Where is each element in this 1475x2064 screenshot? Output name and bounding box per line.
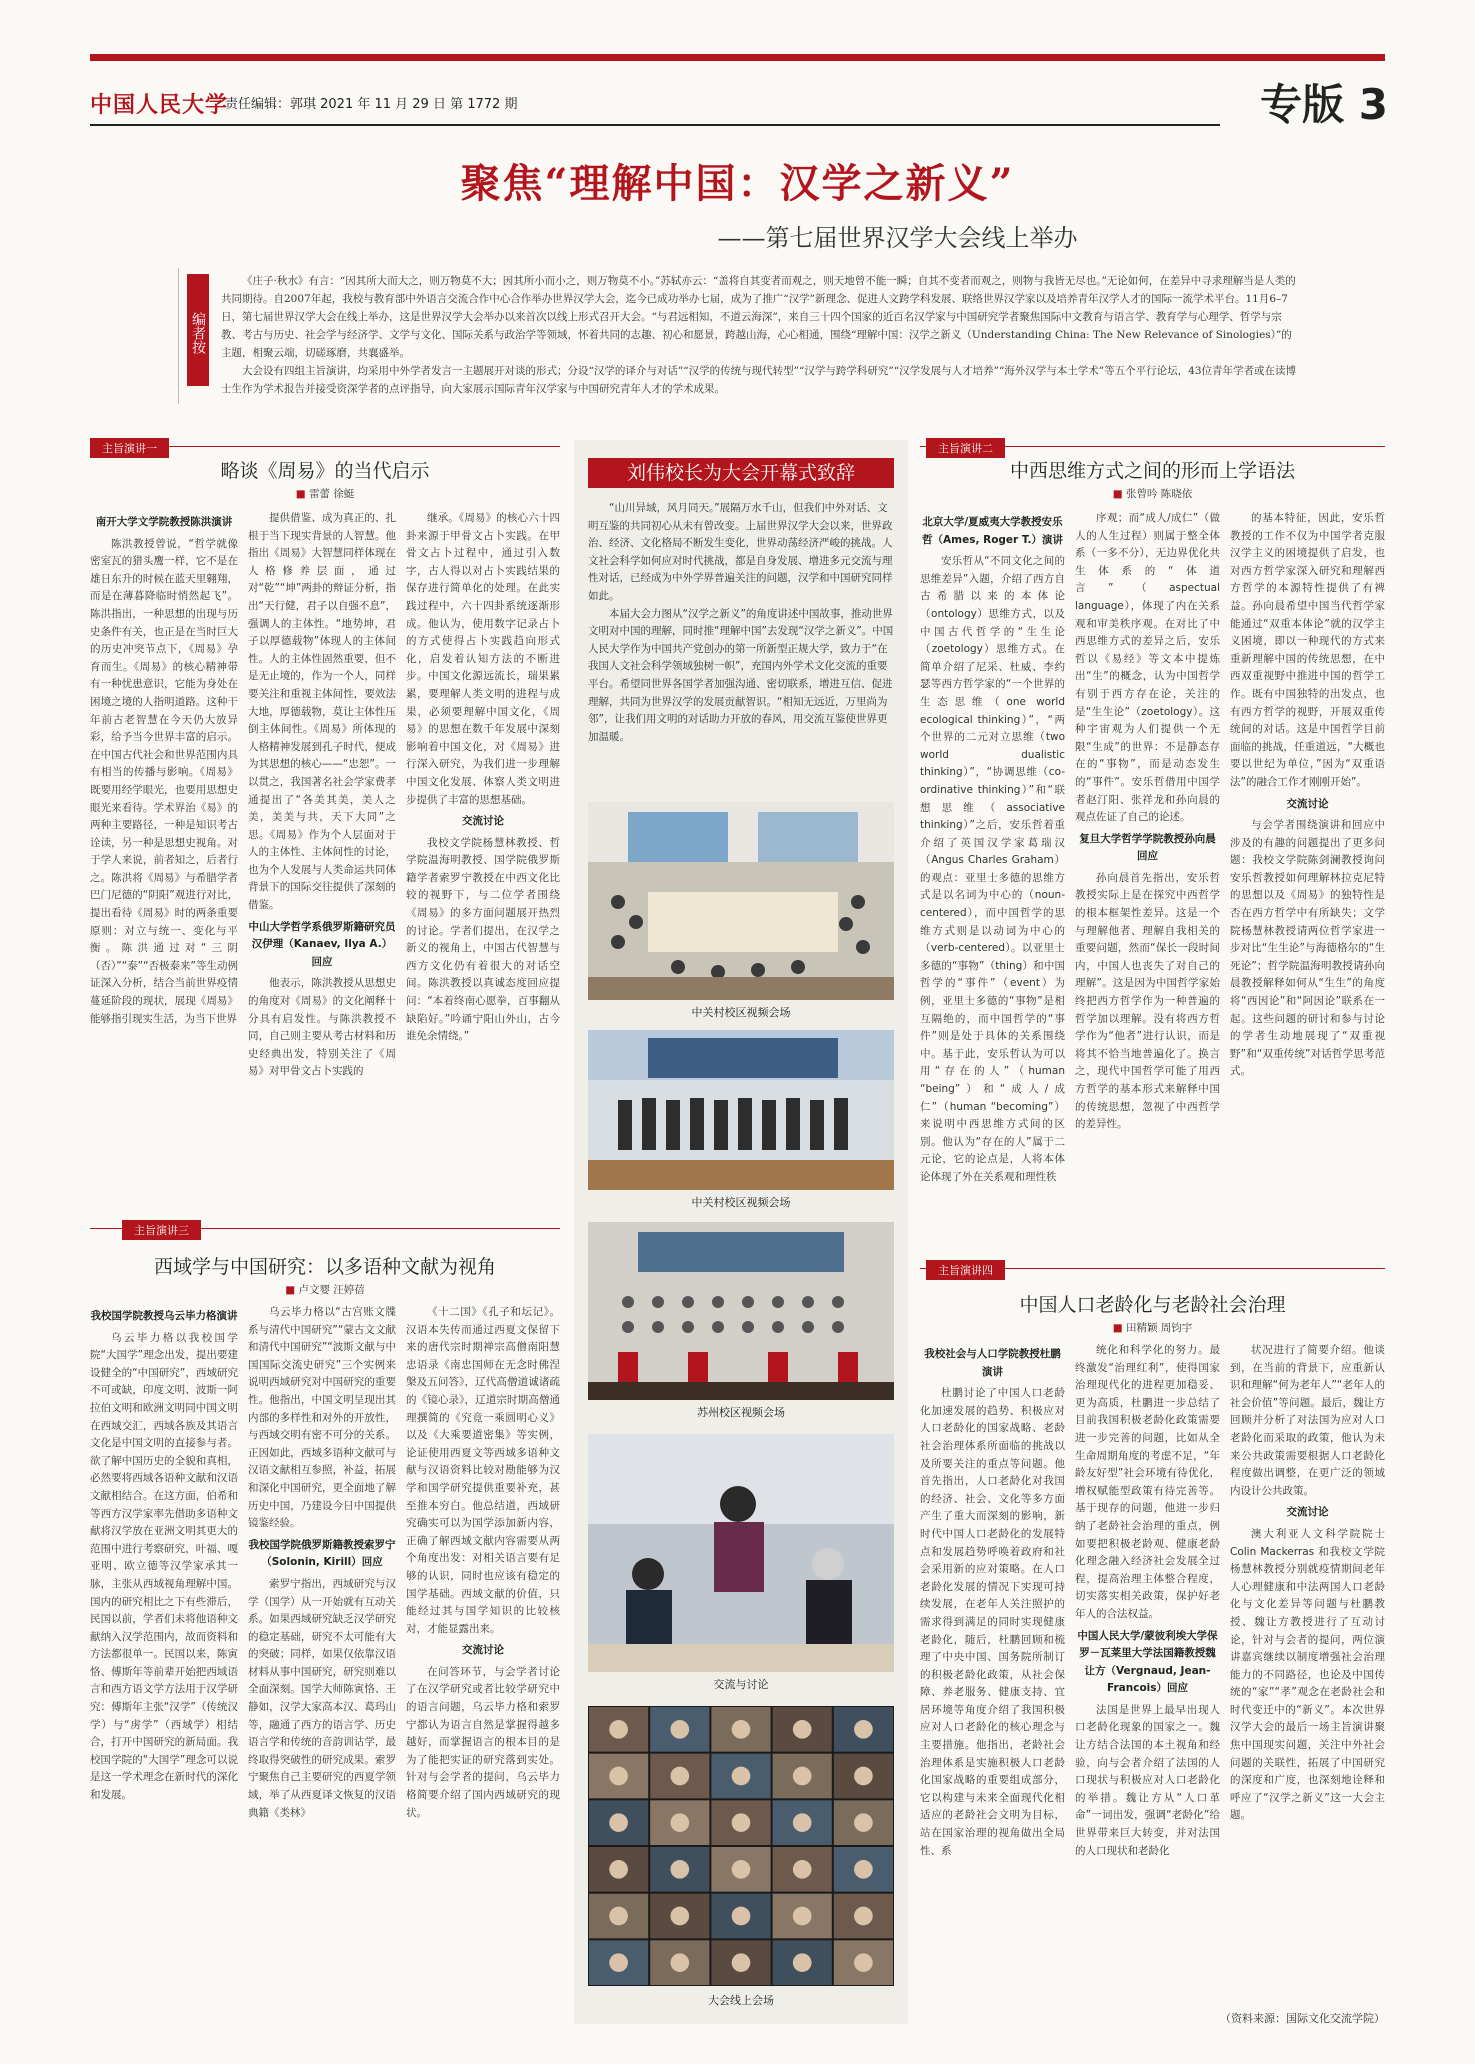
discussion-head: 交流讨论: [462, 815, 504, 828]
page-subhead: ——第七届世界汉学大会线上举办: [717, 224, 1078, 252]
body-text: 与会学者围绕演讲和回应中涉及的有趣的问题提出了更多问题：我校文学院陈剑澜教授询问安乐哲教授如何理解林拉克尼特的思想以及《周易》的独特性是否在西方哲学中有所缺失；文学院杨慧林教授请两位哲学家进一步对比“生生论”与海德格尔的“生死论”；哲学院温海明教授请孙向晨教授解释如何从“生生”的角度将“西因论”和“阿因论”联系在一起。这些问题的研讨和参与讨论的学者生动地展现了“双重视野”和“双重传统”对话哲学思考范式。: [1230, 819, 1385, 1078]
speaker-line: 我校国学院俄罗斯籍教授索罗宁（Solonin, Kirill）回应: [248, 1538, 396, 1569]
body-text: 他表示，陈洪教授从思想史的角度对《周易》的文化阐释十分具有启发性。与陈洪教授不同，自己则主要从考古材料和历史经典出发，特别关注了《周易》对甲骨文占卜实践的: [248, 977, 396, 1078]
discussion-head: 交流讨论: [1286, 1506, 1329, 1519]
editor-note-paragraph: 大会设有四组主旨演讲，均采用中外学者发言一主题展开对谈的形式；分设“汉学的译介与对话”“汉学的传统与现代转型”“汉学与跨学科研究”“汉学发展与人才培养”“海外汉学与本土学术”等五个平行论坛，43位青年学者或在读博士生作为学术报告并接受资深学者的点评指导，向大家展示国际青年汉学家与中国研究青年人才的学术成果。: [221, 365, 1297, 395]
participant-face: [793, 1720, 812, 1739]
participant-face: [670, 1720, 689, 1739]
participant-face: [609, 1953, 628, 1972]
top-red-bar: [90, 54, 1385, 61]
opening-paragraph: 本届大会力图从“汉学之新义”的角度讲述中国故事，推动世界文明对中国的理解，同时推“理解中国”去发现“汉学之新义”。中国人民大学作为中国共产党创办的第一所新型正规大学，致力于“在我国人文社会科学领域独树一帜”，充国内外学术文化交流的重要平台。希望同世界各国学者加强沟通、密切联系，增进互信、促进理解，共同为世界汉学的发展贡献智识。“相知无远近，万里尚为邻”，让我们用文明的对话助力开放的春风，用交流互鉴使世界更加温暖。: [588, 607, 894, 743]
discussion-head: 交流讨论: [1286, 797, 1329, 810]
speaker-line: 我校国学院教授乌云毕力格演讲: [90, 1310, 238, 1322]
body-text: 《十二国》《孔子和坛记》。汉语本失传而通过西夏文保留下来的唐代宗时期禅宗高僧南阳慧忠语录《南忠国师在无念时佛涅槃及五问答》，辽代高僧道诚诸疏的《镜心录》，辽道宗时期高僧通理撰简的《究竟一乘圆明心义》以及《大乘要道密集》等实例，论证使用西夏文等西域多语种文献与汉语资料比较对勘能够为汉学和国学研究提供重要补充，甚至推本穷白。他总结道，西域研究确实可以为国学添加新内容，正确了解西域文献内容需要从两个角度出发：对相关语言要有足够的认识，同时也应该有稳定的国学基础。西域文献的价值，只能经过其与国学知识的比较核对，才能显露出来。: [406, 1306, 560, 1635]
photo-zhongguancun-venue-2: [588, 1030, 894, 1190]
body-text: 统化和科学化的努力。最终激发“治理红利”，使得国家治理现代化的进程更加稳妥、更为高质，杜鹏进一步总结了目前我国积极老龄化政策需要进一步完善的问题，比如从全生命周期角度的考虑不足，“年龄友好型”社会环境有待优化，增权赋能型政策有待完善等。基于现存的问题，他进一步归纳了老龄社会治理的重点，例如要把积极老龄观、健康老龄化理念融入经济社会发展全过程，提高治理主体整合程度，切实落实相关政策，保护好老年人的合法权益。: [1075, 1344, 1220, 1620]
body-text: 乌云毕力格以我校国学院“大国学”理念出发，提出要建设健全的“中国研究”，西域研究不可或缺，印度文明、波斯一阿拉伯文明和欧洲文明同中国文明在西域交汇，西域各族及其语言文化是中国文明的直接参与者。欲了解中国历史的全貌和真相，必然要将西域各语种文献和汉语文献相结合。在这方面，伯希和等西方汉学家率先借助多语种文献将汉学放在亚洲文明其更大的范围中进行考察研究，叶福、嘎亚明、欧立德等汉学家承其一脉，主张从西域视角理解中国。国内的研究相比之下有些滞后，民国以前，学者们未将他语种文献纳入汉学范围内，故而资料和方法都很单一。民国以来，陈寅恪、傅斯年等前辈开始把西域语言和西方语文学方法用于汉学研究：傅斯年主张“汉学”（传统汉学）与“虏学”（西域学）相结合，打开中国研究的新局面。我校国学院的“大国学”理念可以说是这一学术理念在新时代的深化和发展。: [90, 1331, 238, 1802]
speech4-title: 中国人口老龄化与老龄社会治理: [1019, 1294, 1286, 1316]
participant-face: [609, 1860, 628, 1879]
author-names: 雷蕾 徐蜓: [308, 488, 355, 500]
speech2-tag: 主旨演讲二: [926, 438, 1005, 458]
participant-face: [854, 1720, 873, 1739]
speech3-title: 西域学与中国研究：以多语种文献为视角: [153, 1256, 496, 1278]
opening-speech-box: [574, 440, 908, 2024]
speech3-col3: [406, 1304, 560, 2030]
body-text: 继承。《周易》的核心六十四卦来源于甲骨文占卜实践。在甲骨文占卜过程中，通过引入数字，古人得以对占卜实践结果的保存进行简单化的处理。在此实践过程中，六十四卦系统逐渐形成。他认为，使用数字记录占卜的方式使得占卜实践趋向形式化，启发着认知方法的不断进步。中国文化源远流长，瑞果累累，要理解人类文明的进程与成果，必须要理解中国文化，《周易》的思想在数千年发展中深刻影响着中国文化，对《周易》进行深入研究，为我们进一步理解中国文化发展、体察人类文明进步提供了丰富的思想基础。: [406, 512, 560, 806]
speaker-line: 北京大学/夏威夷大学教授安乐哲（Ames, Roger T.）演讲: [922, 516, 1063, 546]
participant-face: [670, 1953, 689, 1972]
speech3-col2: [248, 1304, 396, 2030]
editor-note: [178, 268, 1299, 404]
source-note: （资料来源：国际文化交流学院）: [1220, 2012, 1385, 2025]
participant-face: [793, 1860, 812, 1879]
participant-face: [854, 1813, 873, 1832]
speaker-line: 南开大学文学院教授陈洪演讲: [95, 516, 233, 528]
speech1-tag: 主旨演讲一: [90, 438, 169, 458]
speech4-col1: [920, 1342, 1065, 2022]
photo-online-venue: [588, 1706, 894, 1986]
participant-face: [793, 1907, 812, 1926]
speech1-authors: [90, 486, 560, 501]
photo-caption: 大会线上会场: [708, 1994, 774, 2007]
participant-face: [670, 1767, 689, 1786]
participant-face: [609, 1813, 628, 1832]
participant-face: [609, 1720, 628, 1739]
body-text: 序观；而“成人/成仁”（做人的人生过程）则属于整全体系（一多不分），无边界优化共生体系的“体道言”（aspectual language），体现了内在关系观和审美秩序观。在对比了中西思维方式的差异之后，安乐哲以《易经》等文本中提炼出“生”的概念，认为中国哲学有别于西方存在论，关注的是“生生论”（zoetology）。这种宇宙观为人们提供一个无限“生成”的世界：不是静态存在的“事物”，而是动态发生的“事件”。安乐哲借用中国学者赵汀阳、张祥龙和孙向晨的观点佐证了自己的论述。: [1075, 512, 1220, 824]
participant-face: [732, 1767, 751, 1786]
body-text: 提供借鉴、成为真正的、扎根于当下现实背景的人智慧。他指出《周易》大智慧同样体现在人格修养层面，通过对“乾”“坤”两卦的辩证分析，指出“天行健，君子以自强不息”，强调人的主体性。“地势坤，君子以厚德载物”体现人的主体间性。人的主体性固然重要，但不是无止境的，作为一个人，同样要关注和重视主体间性，要效法大地，厚德载物，莫让主体性压倒主体间性。《周易》所体现的人格精神发展到孔子时代，便成为其思想的核心——“忠恕”。一以贯之，我国著名社会学家费孝通提出了“各美其美，美人之美，美美与共，天下大同”之思。《周易》作为个人层面对于人的主体性、主体间性的讨论，也为个人发展与人类命运共同体背景下的国际交往提供了深刻的借鉴。: [248, 512, 396, 912]
speech1-col1: [90, 510, 238, 1200]
participant-face: [670, 1860, 689, 1879]
participant-face: [854, 1953, 873, 1972]
participant-face: [793, 1813, 812, 1832]
photo-caption: 中关村校区视频会场: [691, 1196, 791, 1209]
participant-face: [793, 1953, 812, 1972]
author-mark: ■: [1112, 488, 1123, 500]
participant-face: [732, 1907, 751, 1926]
speech4-authors: [920, 1320, 1385, 1335]
photo-caption: 中关村校区视频会场: [691, 1006, 791, 1019]
speech4-col3: [1230, 1342, 1385, 2002]
speech2-col2: [1075, 510, 1220, 1240]
participant-face: [732, 1953, 751, 1972]
participant-face: [670, 1907, 689, 1926]
participant-face: [732, 1720, 751, 1739]
opening-speech-text: [588, 500, 894, 746]
photo-caption: 交流与讨论: [713, 1678, 769, 1691]
speech2-title: 中西思维方式之间的形而上学语法: [1009, 460, 1295, 482]
participant-face: [732, 1813, 751, 1832]
speech3-authors: [90, 1282, 560, 1297]
masthead: [90, 80, 1388, 129]
speech3-col1: [90, 1304, 238, 2030]
body-text: 我校文学院杨慧林教授、哲学院温海明教授、国学院俄罗斯籍学者索罗宁教授在中西文化比较的视野下，与二位学者围绕《周易》的多方面问题展开热烈的讨论。学者们提出，在汉学之新义的视角上，中国古代智慧与西方文化仍有着很大的对话空间。陈洪教授以真诚态度回应提问：“本着终南心愿拳，百事翻从缺陷好。”吟诵宁阳山外山，古今谁免余情绕。”: [406, 836, 560, 1043]
speaker-line: 中国人民大学/蒙彼利埃大学保罗－瓦莱里大学法国籍教授魏让方（Vergnaud, Jean-Francois）回应: [1077, 1629, 1218, 1695]
body-text: 陈洪教授曾说，“哲学就像密室瓦的猎头鹰一样，它不是在雄日东升的时候在蓝天里翱翔，而是在薄暮降临时悄然起飞”。陈洪指出，一种思想的出现与历史条件有关，也正是在当时巨大的历史冲突节点下，《周易》孕育而生。《周易》的核心精神带有一种忧患意识，它能为身处在困境之境的人指明道路。这种干年前古老智慧在今天仍大放异彩，给予当今世界丰富的启示。在中国古代社会和世界范围内具有相当的传播与影响。《周易》既要用经学眼光，也要用思想史眼光来看待。学术界治《易》的两种主要路径，一种是知识考古诠读，另一种是思想史视角。对于学人来说，前者知之，后者行之。陈洪将《周易》与希腊学者巴门尼德的“阴阳”观进行对比，提出看待《周易》时的两条重要原则：对立与统一、变化与平衡。陈洪通过对“三阴（否）”“泰”“否极泰来”等生动例证深入分析，结合当前世界疫情蔓延阶段的现状，展现《周易》能够指引现实生活，为当下世界: [90, 537, 238, 1025]
speaker-line: 我校社会与人口学院教授杜鹏演讲: [924, 1348, 1061, 1378]
page-label: 专版 3: [1260, 80, 1388, 129]
newspaper-logo: 中国人民大学: [90, 92, 229, 118]
photo-discussion: [588, 1434, 894, 1672]
author-names: 田精颖 周钧宇: [1125, 1322, 1193, 1334]
speech1-col3: [406, 510, 560, 1200]
participant-face: [732, 1860, 751, 1879]
participant-face: [609, 1767, 628, 1786]
photo-zhongguancun-venue-1: [588, 802, 894, 1000]
editor-note-tag: 编者按: [187, 274, 209, 386]
speech2-authors: [920, 486, 1385, 501]
speech1-title: 略谈《周易》的当代启示: [220, 460, 430, 482]
body-text: 杜鹏讨论了中国人口老龄化加速发展的趋势、积极应对人口老龄化的国家战略、老龄社会治理体系所面临的挑战以及所要关注的重点等问题。他首先指出，人口老龄化对我国的经济、社会、文化等多方面产生了重大而深刻的影响，新时代中国人口老龄化的发展特点和发展趋势呼唤着政府和社会采用新的应对策略。在人口老龄化发展的情况下实现可持续发展，在老年人关注照护的需求得到满足的同时实现健康老龄化，随后，杜鹏回顾和梳理了中央中国、国务院所制订的积极老龄化政策，从社会保障、养老服务、健康支持、宜居环境等角度介绍了我国积极应对人口老龄化的核心理念与主要措施。他指出，老龄社会治理体系是实施积极人口老龄化国家战略的重要组成部分，它以构建与未来全面现代化相适应的老龄社会文明为目标，站在国家治理的视角做出全局性、系: [920, 1387, 1065, 1857]
author-names: 卢文婴 汪婷蓓: [298, 1284, 365, 1296]
participant-face: [670, 1813, 689, 1832]
author-mark: ■: [285, 1284, 296, 1296]
body-text: 的基本特征，因此，安乐哲教授的工作不仅为中国学者克服汉学主义的困境提供了启发，也对西方哲学家深入研究和理解西方哲学的本源特性提供了有裨益。孙向晨希望中国当代哲学家能通过“双重本体论”就的汉学主义困境，即以一种现代的方式来重新理解中国的传统思想，在中西双重视野中推进中国的哲学工作。既有中国独特的出发点，也有西方哲学的视野，开展双重传统间的对话。这是中国哲学目前面临的挑战，任重道远，“大概也要以世纪为单位，”因为“双重语法”的融合工作才刚刚开始”。: [1230, 512, 1385, 788]
issue-meta: 责任编辑：郭琪 2021 年 11 月 29 日 第 1772 期: [225, 97, 518, 112]
body-text: 澳大利亚人文科学院院士 Colin Mackerras 和我校文学院杨慧林教授分别就疫情期间老年人心理健康和中法两国人口老龄化与文化差异等问题与杜鹏教授、魏让方教授进行了互动讨论，针对与会者的提问，两位演讲嘉宾继续以制度增强社会治理能力的不同路径，也论及中国传统的“家”“孝”观念在老龄社会和时代变迁中的“新义”。本次世界汉学大会的最后一场主旨演讲聚焦中国现实问题，关注中外社会问题的关联性，拓展了中国研究的深度和广度，也深刻地诠释和呼应了“汉学之新义”这一大会主题。: [1230, 1527, 1385, 1822]
body-text: 法国是世界上最早出现人口老龄化现象的国家之一。魏让方结合法国的本土视角和经验，向与会者介绍了法国的人口现状与积极应对人口老龄化的举措。魏让方从“人口革命”一词出发，强调“老龄化”给世界带来巨大转变，并对法国的人口现状和老龄化: [1075, 1703, 1220, 1857]
photo-caption: 苏州校区视频会场: [697, 1406, 785, 1419]
author-names: 张曾吟 陈晓依: [1125, 488, 1193, 500]
author-mark: ■: [1112, 1322, 1123, 1334]
participant-face: [793, 1767, 812, 1786]
speech2-col1: [920, 510, 1065, 1240]
body-text: 安乐哲从“不同文化之间的思维差异”入题，介绍了西方自古希腊以来的本体论（ontology）思维方式，以及中国古代哲学的“生生论（zoetology）思维方式。在简单介绍了尼采、杜威、李约瑟等西方哲学家的“一个世界的生态思维（one world ecological thinking）”，“两个世界的二元对立思维（two world dualistic thinking）”，“协调思维（co-ordinative thinking）”和“联想思维（associative thinking）”之后，安乐哲着重介绍了英国汉学家葛瑞汉（Angus Charles Graham）的观点：亚里士多德的思维方式是以名词为中心的（noun-centered），而中国哲学的思维方式则是以动词为中心的（verb-centered）。以亚里士多德的“事物”（thing）和中国哲学的“事件”（event）为例，亚里士多德的“事物”是相互隔绝的，而中国哲学的“事件”则是处于具体的关系围绕中。基于此，安乐哲认为可以用“存在的人”（human “being”）和“成人/成仁”（human “becoming”）来说明中西思维方式间的区别。他认为“存在的人”属于二元论，它的论点是，人将本体论体现了外在关系观和理性秩: [920, 555, 1065, 1183]
participant-face: [854, 1860, 873, 1879]
body-text: 乌云毕力格以“古宫账文牒系与清代中国研究”“蒙古文文献和清代中国研究”“波斯文献与中国国际交流史研究”三个实例来说明西域研究对中国研究的重要性。他指出，中国文明呈现出其内部的多样性和对外的开放性，与西域交明有密不可分的关系。正因如此，西域多语种文献可与汉语文献相互参照，补益，拓展和深化中国研究，更全面地了解历史中国，乃建设今日中国提供镜鉴经验。: [248, 1306, 396, 1530]
page-headline: 聚焦“理解中国：汉学之新义”: [460, 160, 1015, 207]
participant-face: [854, 1907, 873, 1926]
participant-face: [609, 1907, 628, 1926]
editor-note-paragraph: 《庄子·秋水》有言：“因其所大而大之，则万物莫不大；因其所小而小之，则万物莫不小。”苏轼亦云：“盖将自其变者而观之，则天地曾不能一瞬；自其不变者而观之，则物与我皆无尽也。”无论如何，在差异中寻求理解当是人类的共同期待。自2007年起，我校与教育部中外语言交流合作中心合作举办世界汉学大会，迄今已成功举办七届，成为了推广“汉学”新理念、促进人文跨学科发展、联络世界汉学家以及培养青年汉学人才的国际一流学术平台。11月6–7日，第七届世界汉学大会在线上举办，这是世界汉学大会举办以来首次以线上形式召开大会。“与君远相知，不道云海深”，来自三十四个国家的近百名汉学家与中国研究学者聚焦国际中文教育与语言学、教育学与心理学、哲学与宗教、考古与历史、社会学与经济学、文学与文化、国际关系与政治学等领域，怀着共同的志趣、初心和愿景，跨越山海，心心相通，围绕“理解中国：汉学之新义（Understanding China: The New Relevance of Sinologies）”的主题，相聚云端，切磋琢磨，共襄盛举。: [221, 275, 1296, 359]
speech1-col2: [248, 510, 396, 1200]
body-text: 孙向晨首先指出，安乐哲教授实际上是在探究中西哲学的根本框架性差异。这是一个与理解他者、理解自我相关的重要问题，然而“保长一段时间内，中国人也丧失了对自己的理解”。这是因为中国哲学家始终把西方哲学作为一种普遍的哲学加以理解。没有将西方哲学作为“他者”进行认识，而是将其不恰当地普遍化了。换言之，现代中国哲学可能了用西方哲学的基本形式来解释中国的传统思想，忽视了中西哲学的差异性。: [1075, 871, 1220, 1131]
photo-suzhou-venue: [588, 1222, 894, 1400]
speaker-line: 中山大学哲学系俄罗斯籍研究员汉伊理（Kanaev, Ilya A.）回应: [248, 920, 396, 968]
editor-note-text: [221, 272, 1299, 398]
participant-face: [854, 1767, 873, 1786]
speech3-tag: 主旨演讲三: [122, 1220, 201, 1240]
opening-paragraph: “山川异域，风月同天。”展隔万水千山，但我们中外对话、文明互鉴的共同初心从未有曾改变。上届世界汉学大会以来，世界政治、经济、文化格局不断发生变化，世界动荡经济严峻的挑战。人文社会科学如何应对时代挑战，都是自身发展、增进多元交流与理性对话，已经成为中外学界普遍关注的问题，汉学和中国研究同样如此。: [588, 502, 893, 602]
speech4-col2: [1075, 1342, 1220, 2022]
speech2-col3: [1230, 510, 1385, 1240]
discussion-head: 交流讨论: [462, 1644, 504, 1657]
body-text: 在问答环节，与会学者讨论了在汉学研究或者比较学研究中的语言问题，乌云毕力格和索罗宁都认为语言自然是掌握得越多越好，而掌握语言的根本目的是为了能把实证的研究落到实处。针对与会学者的提问，乌云毕力格简要介绍了国内西域研究的现状。: [406, 1665, 560, 1819]
body-text: 索罗宁指出，西域研究与汉学（国学）从一开始就有互动关系。如果西域研究缺乏汉学研究的稳定基础，研究不太可能有大的突破；同样，如果仅依靠汉语材料从事中国研究，研究则难以全面深刻。国学大师陈寅恪、王静如，汉学大家高本汉、葛玛山等，融通了西方的语言学、历史语言学和传统的音韵训诂学，最终取得突破性的研究成果。索罗宁聚焦自己主要研究的西夏学领域，举了从西夏译文恢复的汉语典籍《类林》: [248, 1577, 396, 1819]
speech4-tag: 主旨演讲四: [926, 1260, 1005, 1280]
body-text: 状况进行了简要介绍。他谈到，在当前的背景下，应重新认识和理解“何为老年人”“老年人的社会价值”等问题。最后，魏让方回顾并分析了对法国为应对人口老龄化而采取的政策，他认为未来公共政策需要根据人口老龄化程度做出调整，在更广泛的领域内设计公共政策。: [1230, 1344, 1385, 1497]
author-mark: ■: [295, 488, 306, 500]
opening-speech-title: 刘伟校长为大会开幕式致辞: [588, 458, 894, 488]
speaker-line: 复旦大学哲学学院教授孙向晨回应: [1079, 832, 1216, 863]
